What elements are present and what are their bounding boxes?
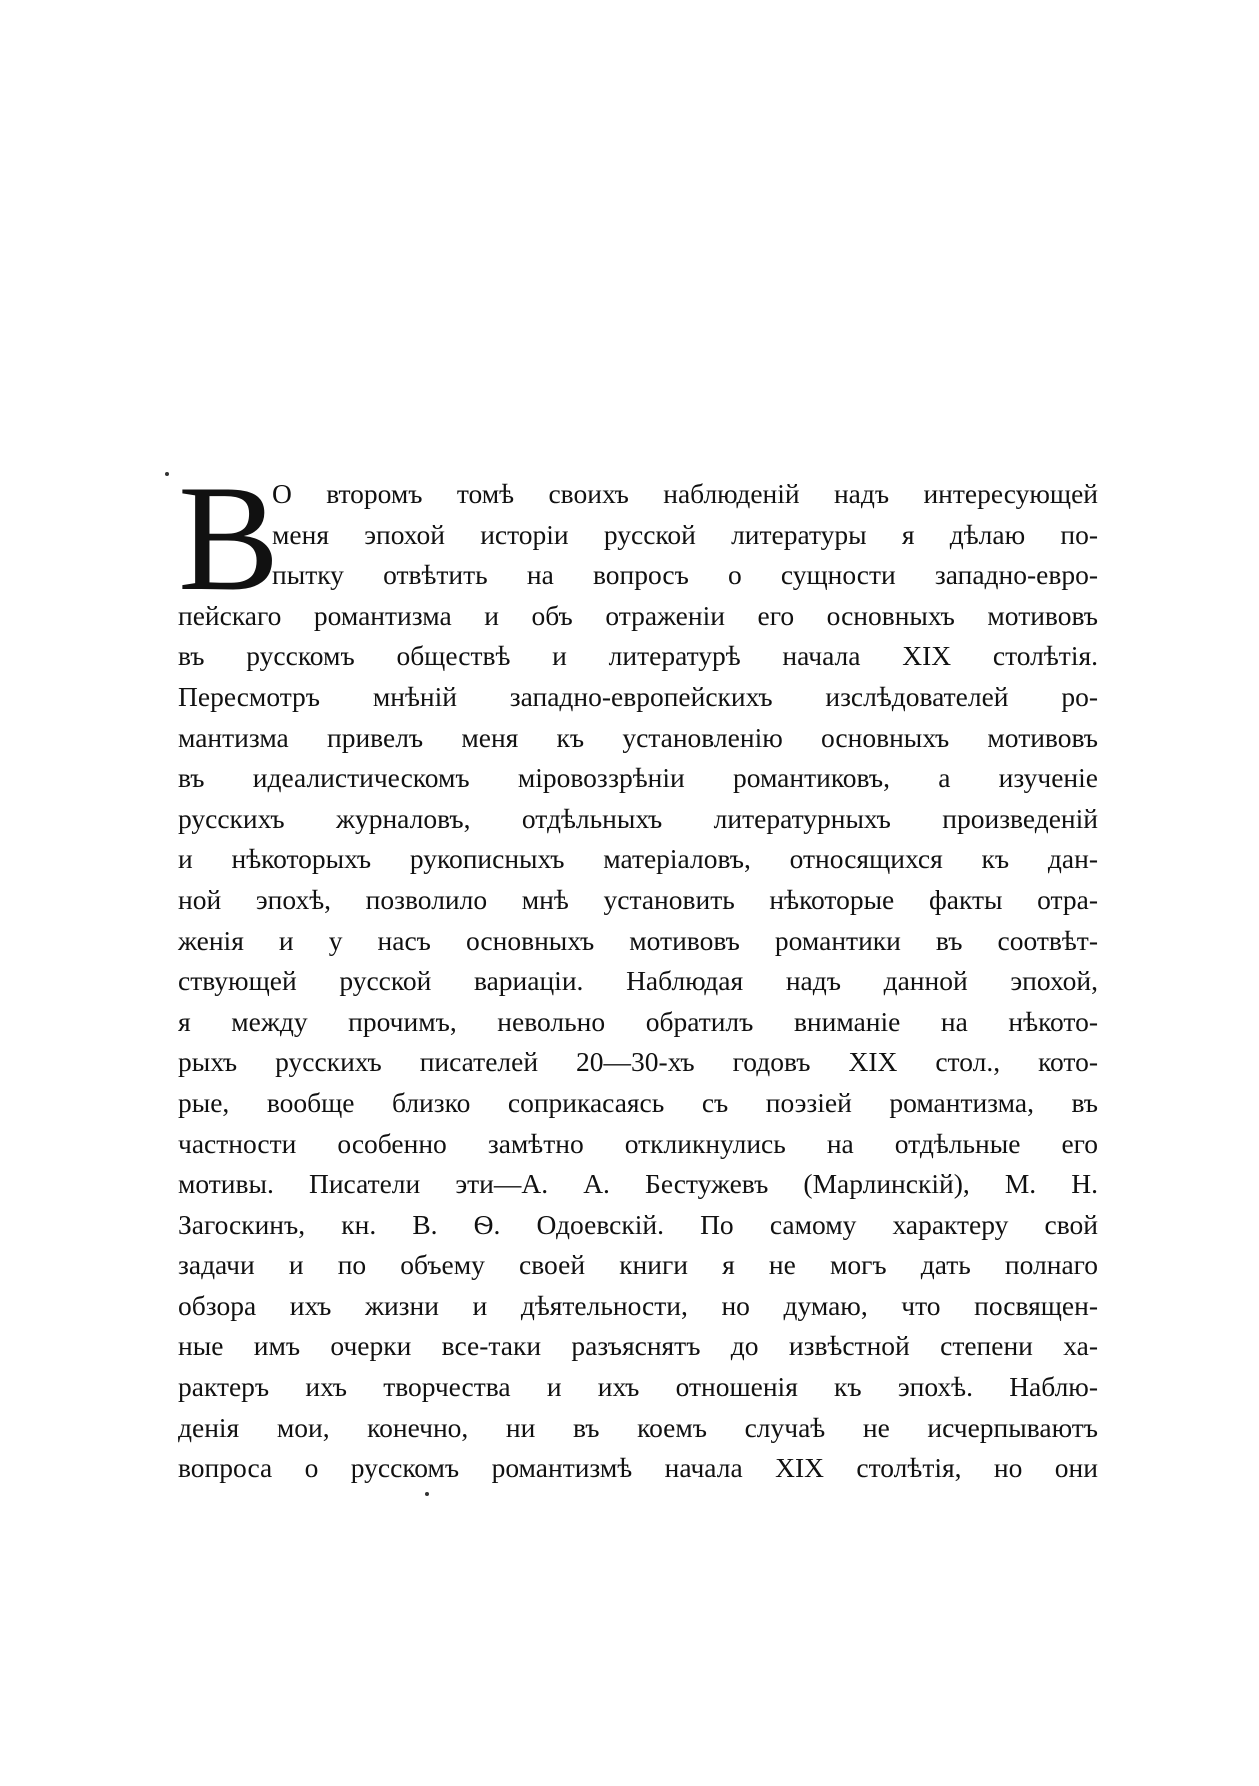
text-line: меня эпохой исторіи русской литературы я дѣлаю по- [272,518,1098,550]
text-line: и нѣкоторыхъ рукописныхъ матеріаловъ, относящихся къ дан- [178,843,1098,875]
print-speck [425,1492,429,1496]
text-line: рактеръ ихъ творчества и ихъ отношенія къ эпохѣ. Наблю- [178,1371,1098,1403]
text-line: пейскаго романтизма и объ отраженіи его основныхъ мотивовъ [178,599,1098,631]
text-line: ной эпохѣ, позволило мнѣ установить нѣкоторые факты отра- [178,883,1098,915]
print-speck [165,472,169,476]
drop-cap-initial: В [178,454,280,622]
text-line: обзора ихъ жизни и дѣятельности, но думаю, что посвящен- [178,1289,1098,1321]
text-line: задачи и по объему своей книги я не могъ дать полнаго [178,1249,1098,1281]
text-line: О второмъ томѣ своихъ наблюденій надъ интересующей [272,478,1098,509]
text-line: ствующей русской вариаціи. Наблюдая надъ данной эпохой, [178,965,1098,997]
text-line: вопроса о русскомъ романтизмѣ начала XIX столѣтія, но они [178,1452,1098,1484]
text-line: въ русскомъ обществѣ и литературѣ начала XIX столѣтія. [178,640,1098,672]
text-line: частности особенно замѣтно откликнулись на отдѣльные его [178,1127,1098,1159]
text-line: Пересмотръ мнѣній западно-европейскихъ изслѣдователей ро- [178,680,1098,712]
text-line: я между прочимъ, невольно обратилъ вниманіе на нѣкото- [178,1005,1098,1037]
text-line: въ идеалистическомъ міровоззрѣніи романтиковъ, а изученіе [178,762,1098,794]
text-line: рыхъ русскихъ писателей 20—30-хъ годовъ XIX стол., кото- [178,1046,1098,1078]
text-line: мотивы. Писатели эти—А. А. Бестужевъ (Марлинскій), М. Н. [178,1168,1098,1200]
text-line: Загоскинъ, кн. В. Ѳ. Одоевскій. По самому характеру свой [178,1208,1098,1240]
text-line: ные имъ очерки все-таки разъяснятъ до извѣстной степени ха- [178,1330,1098,1362]
text-line: женія и у насъ основныхъ мотивовъ романтики въ соотвѣт- [178,924,1098,956]
body-text [178,474,1098,1489]
text-line: мантизма привелъ меня къ установленію основныхъ мотивовъ [178,721,1098,753]
text-line: русскихъ журналовъ, отдѣльныхъ литературныхъ произведеній [178,802,1098,834]
text-line: пытку отвѣтить на вопросъ о сущности западно-евро- [272,559,1098,591]
text-line: денія мои, конечно, ни въ коемъ случаѣ не исчерпываютъ [178,1411,1098,1443]
text-line: рые, вообще близко соприкасаясь съ поэзіей романтизма, въ [178,1086,1098,1118]
